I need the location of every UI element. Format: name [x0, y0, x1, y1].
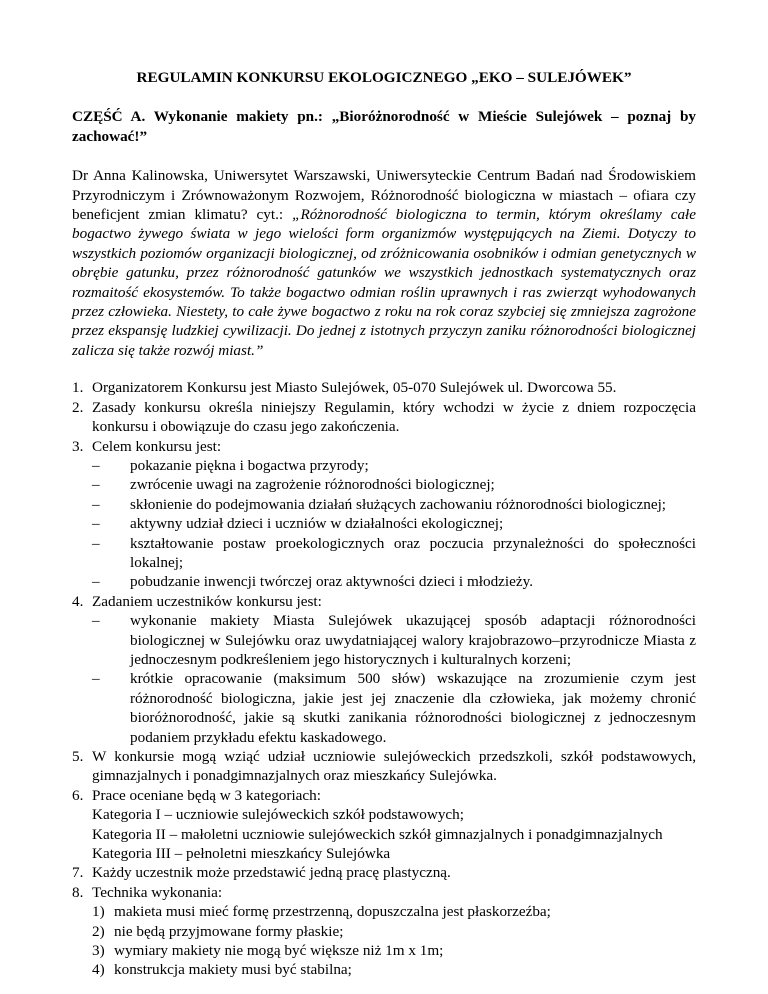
- list-item: [92, 514, 696, 533]
- list-item: [92, 475, 696, 494]
- list-item: [92, 456, 696, 475]
- list-item: [92, 495, 696, 514]
- document-title: REGULAMIN KONKURSU EKOLOGICZNEGO „EKO – SULEJÓWEK”: [136, 69, 632, 86]
- sub-number: 2): [92, 922, 105, 940]
- list-item-text: makieta musi mieć formę przestrzenną, dopuszczalna jest płaskorzeźba;: [114, 903, 551, 921]
- goals-list: [92, 456, 696, 592]
- dash-marker: –: [92, 456, 100, 474]
- rule-number: 2.: [72, 398, 84, 416]
- rule-text: Prace oceniane będą w 3 kategoriach:: [92, 786, 321, 804]
- rule-item-1: [72, 378, 696, 397]
- dash-marker: –: [92, 612, 100, 630]
- category-line: Kategoria I – uczniowie sulejóweckich szkół podstawowych;: [92, 806, 464, 824]
- rule-text: W konkursie mogą wziąć udział uczniowie sulejóweckich przedszkoli, szkół podstawowych, gimnazjalnych i ponadgimnazjalnych oraz mieszkańcy Sulejówka.: [92, 748, 696, 785]
- list-item-text: aktywny udział dzieci i uczniów w działalności ekologicznej;: [130, 515, 504, 533]
- rule-item-2: [72, 398, 696, 437]
- list-item: [92, 669, 696, 747]
- rule-number: 7.: [72, 864, 84, 882]
- rule-item-8: [72, 883, 696, 980]
- rule-item-7: [72, 863, 696, 882]
- list-item: [92, 941, 696, 960]
- intro-text: Dr Anna Kalinowska, Uniwersytet Warszawski, Uniwersyteckie Centrum Badań nad Środowiskiem Przyrodniczym i Zrównoważonym Rozwojem, Różnorodność biologiczna w miastach – ofiara czy beneficjent zmian klimatu? cyt.:: [72, 167, 696, 224]
- category-line: Kategoria III – pełnoletni mieszkańcy Sulejówka: [92, 845, 391, 863]
- dash-marker: –: [92, 573, 100, 591]
- dash-marker: –: [92, 495, 100, 513]
- rule-number: 1.: [72, 379, 84, 397]
- rule-text: Zasady konkursu określa niniejszy Regulamin, który wchodzi w życie z dniem rozpoczęcia konkursu i obowiązuje do czasu jego zakończenia.: [92, 398, 696, 436]
- rule-item-5: [72, 747, 696, 786]
- rule-item-3: [72, 437, 696, 592]
- rule-number: 5.: [72, 748, 84, 765]
- list-item-text: pobudzanie inwencji twórczej oraz aktywności dzieci i młodzieży.: [130, 573, 534, 591]
- rule-number: 4.: [72, 592, 84, 610]
- rule-text: Celem konkursu jest:: [92, 437, 222, 455]
- rule-number: 3.: [72, 437, 84, 455]
- list-item-text: kształtowanie postaw proekologicznych oraz poczucia przynależności do społeczności lokalnej;: [130, 534, 696, 571]
- sub-number: 3): [92, 942, 105, 960]
- dash-marker: –: [92, 534, 100, 552]
- list-item: [92, 902, 696, 921]
- sub-number: 4): [92, 961, 105, 979]
- list-item: [92, 960, 696, 979]
- list-item-text: krótkie opracowanie (maksimum 500 słów) wskazujące na zrozumienie czym jest różnorodność biologiczna, jakie jest jej znaczenie dla człowieka, jak możemy chronić bioróżnorodność, jakie są skutki zanikania różnorodności biologicznej z jednoczesnym podaniem przykładu efektu kaskadowego.: [130, 670, 696, 746]
- list-item-text: wymiary makiety nie mogą być większe niż 1m x 1m;: [114, 942, 444, 960]
- sub-number: 1): [92, 903, 105, 921]
- rule-text: Organizatorem Konkursu jest Miasto Sulejówek, 05-070 Sulejówek ul. Dworcowa 55.: [92, 379, 617, 397]
- dash-marker: –: [92, 670, 100, 688]
- rules-list: [72, 378, 696, 980]
- tasks-list: [92, 611, 696, 747]
- list-item-text: nie będą przyjmowane formy płaskie;: [114, 922, 344, 940]
- dash-marker: –: [92, 515, 100, 533]
- list-item: [92, 572, 696, 591]
- list-item-text: skłonienie do podejmowania działań służących zachowaniu różnorodności biologicznej;: [130, 495, 667, 513]
- rule-text: Zadaniem uczestników konkursu jest:: [92, 592, 322, 610]
- list-item-text: zwrócenie uwagi na zagrożenie różnorodności biologicznej;: [130, 476, 495, 494]
- part-heading: CZĘŚĆ A. Wykonanie makiety pn.: „Bioróżnorodność w Mieście Sulejówek – poznaj by zachować!”: [72, 108, 696, 145]
- list-item-text: konstrukcja makiety musi być stabilna;: [114, 961, 352, 979]
- rule-item-6: [72, 786, 696, 864]
- intro-paragraph: [72, 166, 696, 360]
- list-item-text: wykonanie makiety Miasta Sulejówek ukazującej sposób adaptacji różnorodności biologicznej w Sulejówku oraz uwydatniającej walory krajobrazowo–przyrodnicze Miasta z jednoczesnym podkreśleniem jego historycznych i kulturalnych korzeni;: [130, 612, 696, 668]
- list-item: [92, 922, 696, 941]
- list-item: [92, 611, 696, 669]
- intro-quote: „Różnorodność biologiczna to termin, którym określamy całe bogactwo żywego świata w jego wielości form organizmów występujących na Ziemi. Dotyczy to wszystkich poziomów organizacji biologicznej, od zróżnicowania osobników i odmian genetycznych w obrębie gatunku, przez różnorodność gatunków we wszystkich jednostkach systematycznych oraz rozmaitość ekosystemów. To także bogactwo odmian roślin uprawnych i ras zwierząt wyhodowanych przez człowieka. Niestety, to całe żywe bogactwo z roku na rok coraz szybciej się zmniejsza zagrożone przez ekspansję ludzkiej cywilizacji. Do jednej z istotnych przyczyn zaniku różnorodności biologicznej zalicza się także rozwój miast.”: [72, 206, 696, 359]
- list-item: [92, 534, 696, 573]
- rule-number: 8.: [72, 883, 84, 901]
- technique-list: [92, 902, 696, 980]
- rule-text: Każdy uczestnik może przedstawić jedną pracę plastyczną.: [92, 864, 451, 882]
- rule-text: Technika wykonania:: [92, 883, 223, 901]
- category-line: Kategoria II – małoletni uczniowie sulejóweckich szkół gimnazjalnych i ponadgimnazjalnych: [92, 825, 663, 843]
- rule-item-4: [72, 592, 696, 747]
- dash-marker: –: [92, 476, 100, 494]
- rule-number: 6.: [72, 786, 84, 804]
- list-item-text: pokazanie piękna i bogactwa przyrody;: [130, 456, 369, 474]
